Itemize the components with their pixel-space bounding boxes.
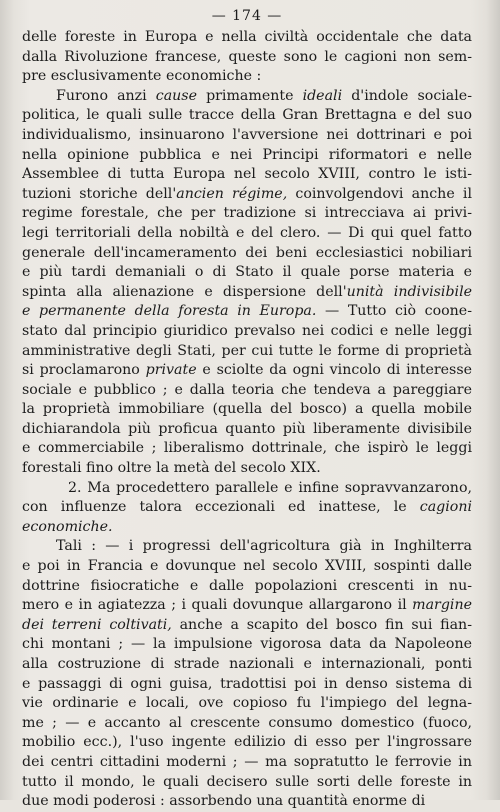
text-line (22, 342, 472, 362)
text-run: mobilio ecc.), l'uso ingente edilizio di esso per l'ingrossare (22, 734, 472, 751)
text-run: generale dell'incameramento dei beni ecclesiastici nobiliari (22, 244, 472, 261)
text-line (22, 400, 472, 420)
text-line (22, 655, 472, 675)
text-run: coinvolgendovi anche il (287, 185, 472, 202)
text-run: e passaggi di ogni guisa, tradottisi poi in denso sistema di (22, 675, 472, 692)
text-line (22, 675, 472, 695)
text-line (22, 185, 472, 205)
text-run: tutto il mondo, le quali decisero sulle sorti delle foreste in (22, 773, 472, 790)
text-line (22, 792, 472, 812)
text-line (22, 244, 472, 264)
italic-text: economiche. (22, 518, 113, 535)
italic-text: ideali (302, 87, 343, 104)
page-number: — 174 — (211, 8, 283, 24)
page-edge-shadow (486, 0, 500, 800)
text-line (22, 381, 472, 401)
text-line (22, 733, 472, 753)
text-run: dei centri cittadini moderni ; — ma sopratutto le ferrovie in (22, 753, 472, 770)
text-line (22, 420, 472, 440)
paragraph (22, 28, 472, 87)
text-line (22, 557, 472, 577)
text-run: stato dal principio giuridico prevalso nei codici e nelle leggi (22, 322, 472, 339)
text-run: due modi poderosi : assorbendo una quantità enorme di (22, 793, 426, 810)
text-line (22, 479, 472, 499)
italic-text: dei terreni coltivati, (22, 616, 172, 633)
text-line (22, 126, 472, 146)
text-run: dichiarandola più proficua quanto più liberamente divisibile (22, 420, 472, 437)
text-run: legi territoriali della nobiltà e del clero. — Di qui quel fatto (22, 224, 472, 241)
text-line (22, 635, 472, 655)
text-line (22, 165, 472, 185)
text-line (22, 106, 472, 126)
text-line (22, 361, 472, 381)
italic-text: cause (155, 87, 197, 104)
text-run: anche a scapito del bosco fin sui fian- (171, 616, 472, 633)
text-run: pre esclusivamente economiche : (22, 68, 262, 85)
page-gutter-shadow (0, 0, 14, 800)
text-run: la proprietà immobiliare (quella del bosco) a quella mobile (22, 401, 472, 418)
text-line (22, 302, 472, 322)
text-line (22, 577, 472, 597)
text-run: Furono anzi (56, 87, 156, 104)
text-run: regime forestale, che per tradizione si intrecciava ai privi- (22, 205, 472, 222)
text-line (22, 694, 472, 714)
text-run: Tali : — i progressi dell'agricoltura già in Inghilterra (56, 538, 472, 555)
paragraph (22, 87, 472, 479)
text-line (22, 224, 472, 244)
text-run: delle foreste in Europa e nella civiltà occidentale che data (22, 29, 472, 45)
text-line (22, 67, 472, 87)
italic-text: e permanente della foresta in Europa. (22, 303, 317, 320)
text-line (22, 439, 472, 459)
text-run: e poi in Francia e dovunque nel secolo XVIII, sospinti dalle (22, 558, 472, 575)
text-line (22, 204, 472, 224)
text-line (22, 87, 472, 107)
text-run: con influenze talora eccezionali ed inattese, le (22, 499, 420, 516)
text-run: me ; — e accanto al crescente consumo domestico (fuoco, (22, 714, 472, 731)
text-line (22, 498, 472, 518)
italic-text: margine (412, 597, 472, 614)
text-line (22, 263, 472, 283)
text-run: chi montani ; — la impulsione vigorosa data da Napoleone (22, 636, 472, 653)
text-run: si proclamarono (22, 362, 146, 379)
text-run: forestali fino oltre la metà del secolo XIX. (22, 460, 321, 477)
text-run: sociale e pubblico ; e dalla teoria che tendeva a pareggiare (22, 381, 472, 398)
paragraph (22, 479, 472, 538)
text-run: vie ordinarie e locali, ove copioso fu l'impiego del legna- (22, 695, 472, 712)
text-line (22, 753, 472, 773)
text-run: spinta alla alienazione e dispersione dell' (22, 283, 347, 300)
text-line (22, 283, 472, 303)
italic-text: unità indivisibile (346, 283, 472, 300)
text-run: — Tutto ciò coone- (316, 303, 472, 320)
text-run: dalla Rivoluzione francese, queste sono le cagioni non sem- (22, 48, 472, 65)
text-run: tuzioni storiche dell' (22, 185, 177, 202)
text-run: e sciolte da ogni vincolo di interesse (196, 362, 472, 379)
body-text (22, 28, 472, 812)
text-line (22, 48, 472, 68)
text-run: Assemblee di tutta Europa nel secolo XVIII, contro le isti- (22, 166, 472, 183)
text-line (22, 537, 472, 557)
text-run: politica, le quali sulle tracce della Gran Brettagna e del suo (22, 107, 472, 124)
text-run: e più tardi demaniali o di Stato il quale porse materia e (22, 264, 472, 281)
text-run: amministrative degli Stati, per cui tutte le forme di proprietà (22, 342, 472, 359)
text-line (22, 459, 472, 479)
text-run: e commerciabile ; liberalismo dottrinale, che ispirò le leggi (22, 440, 472, 457)
text-run: dottrine fisiocratiche e dalle popolazioni crescenti in nu- (22, 577, 472, 594)
text-line (22, 518, 472, 538)
text-line (22, 28, 472, 48)
text-line (22, 146, 472, 166)
text-line (22, 616, 472, 636)
text-run: alla costruzione di strade nazionali e internazionali, ponti (22, 656, 472, 672)
text-run: 2. Ma procedettero parallele e infine sopravvanzarono, (68, 479, 472, 496)
text-line (22, 596, 472, 616)
text-run: primamente (196, 87, 303, 104)
text-line (22, 773, 472, 793)
italic-text: private (145, 362, 197, 379)
italic-text: ancien régime, (176, 185, 288, 202)
text-line (22, 322, 472, 342)
italic-text: cagioni (419, 499, 472, 516)
text-run: d'indole sociale- (342, 87, 472, 104)
text-run: individualismo, insinuarono l'avversione nei dottrinari e poi (22, 126, 472, 143)
text-line (22, 714, 472, 734)
paragraph (22, 537, 472, 811)
text-run: mero e in agiatezza ; i quali dovunque allargarono il (22, 597, 413, 614)
text-run: nella opinione pubblica e nei Principi riformatori e nelle (22, 146, 472, 163)
